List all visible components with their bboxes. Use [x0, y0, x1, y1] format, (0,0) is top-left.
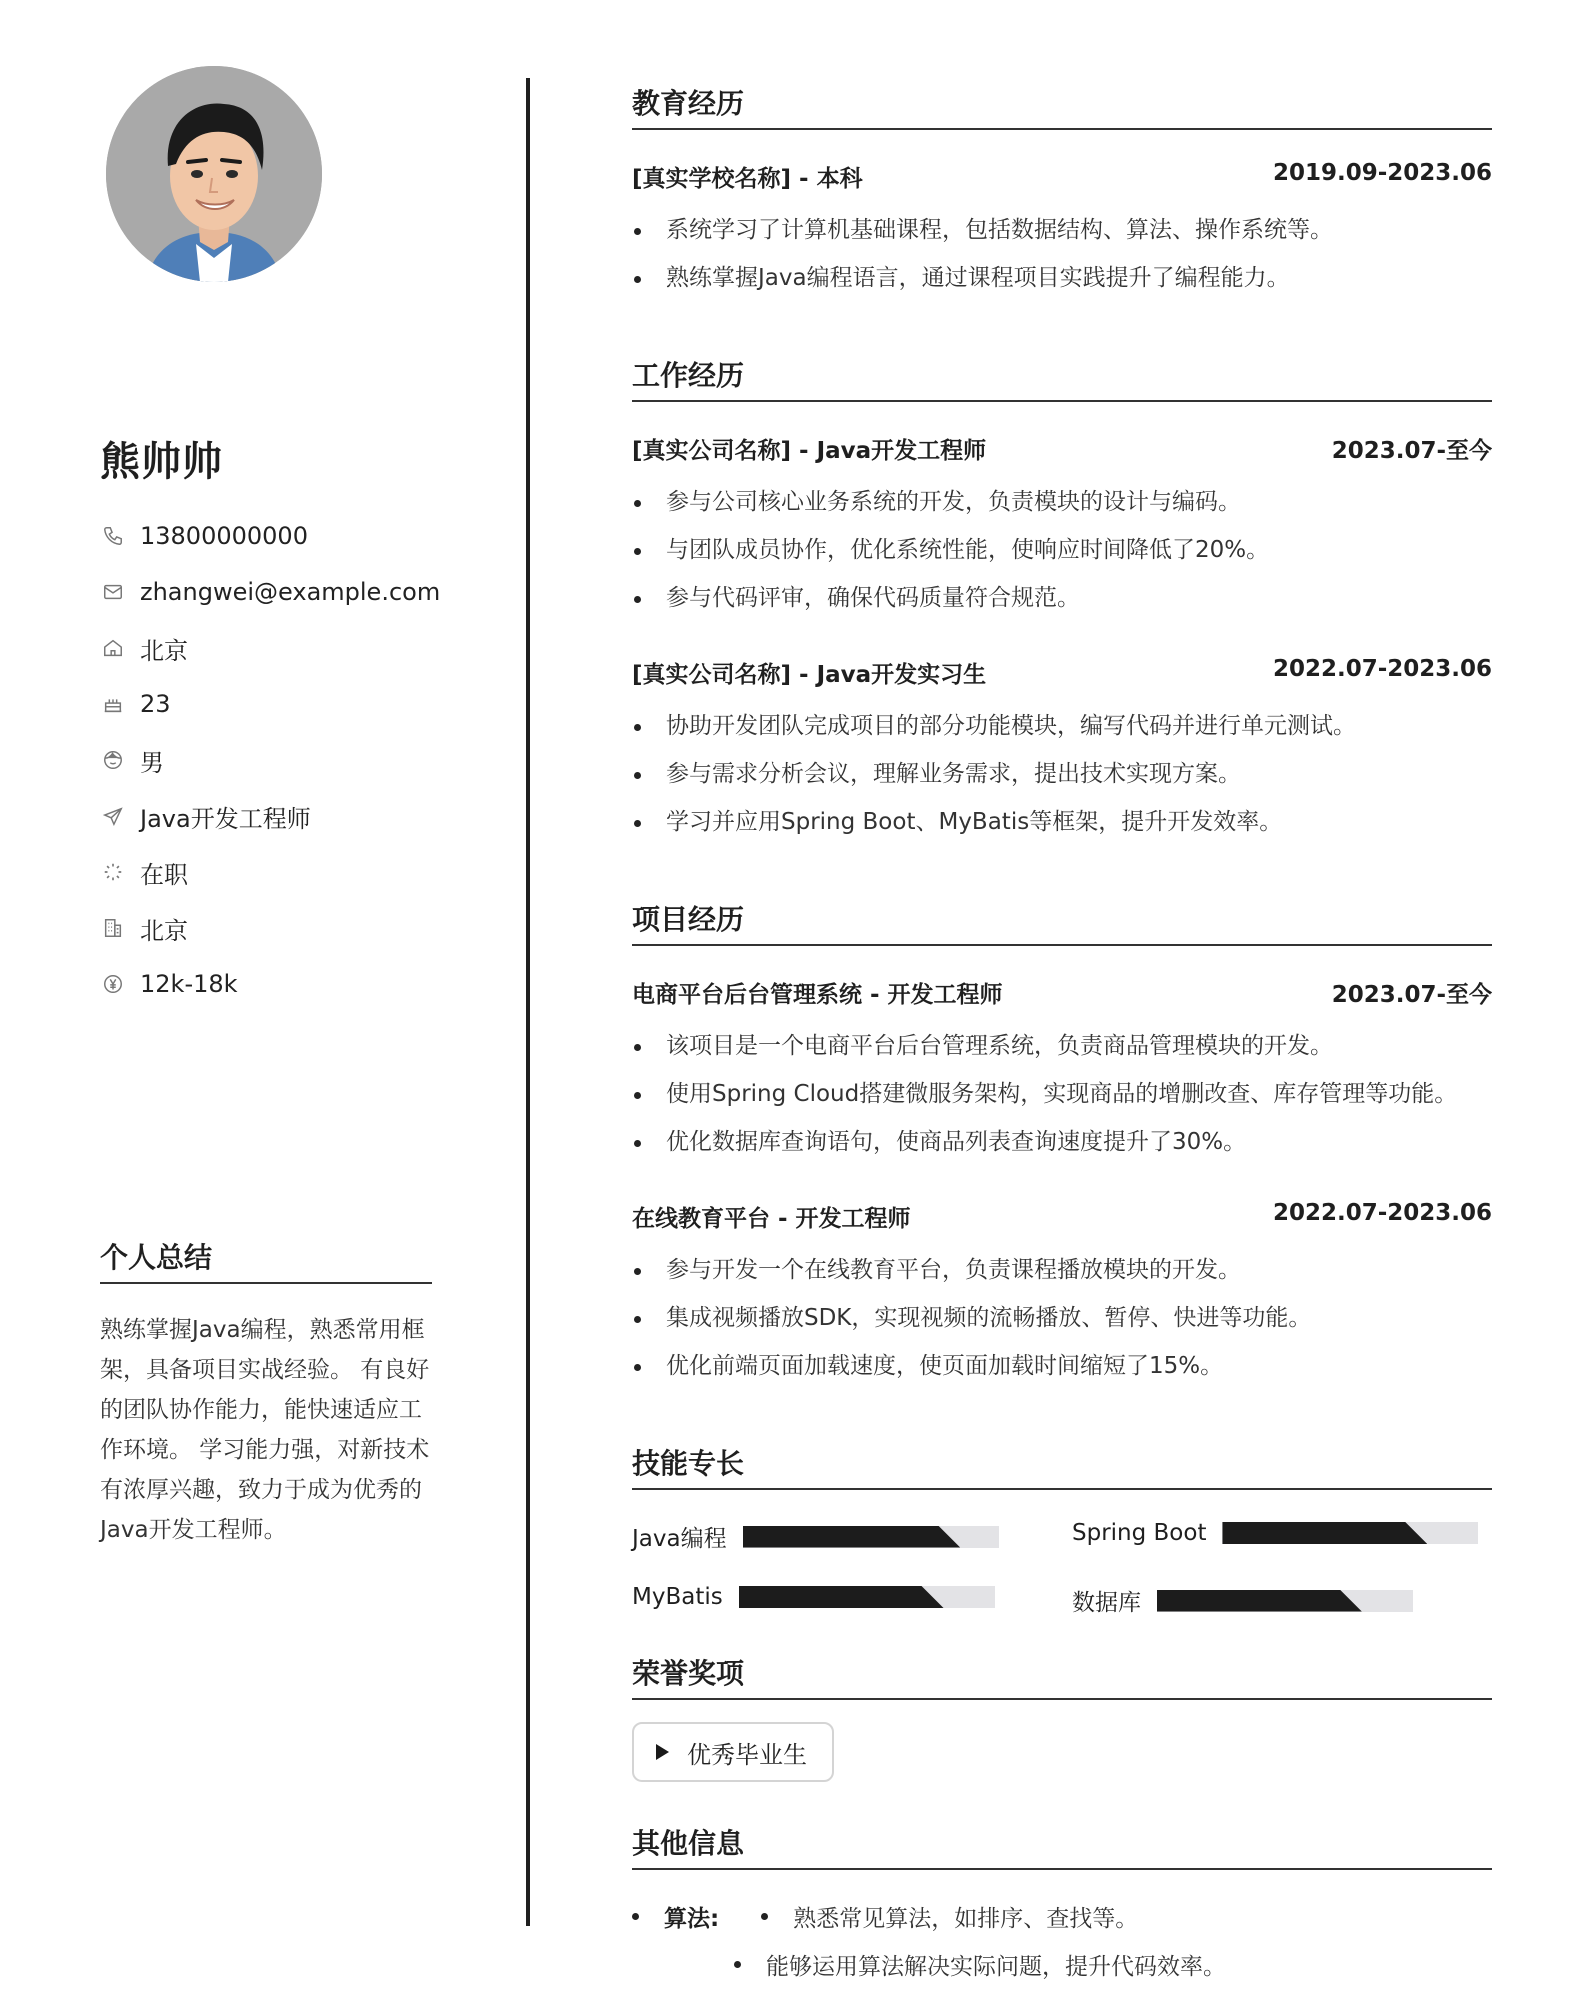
info-location — [100, 620, 440, 676]
info-salary — [100, 956, 440, 1012]
award-tag — [632, 1722, 834, 1782]
face-icon — [100, 747, 126, 773]
list-item: 该项目是一个电商平台后台管理系统，负责商品管理模块的开发。 — [632, 1022, 1492, 1070]
list-item: 参与代码评审，确保代码质量符合规范。 — [632, 574, 1492, 622]
education-bullets — [632, 206, 1492, 302]
info-phone — [100, 508, 440, 564]
info-job-target — [100, 788, 440, 844]
skill-level-fill — [1157, 1590, 1362, 1612]
left-column — [100, 0, 441, 1996]
education-entry-date: 2019.09-2023.06 — [1272, 160, 1492, 186]
skills-section-title: 技能专长 — [632, 1442, 1492, 1490]
skill-label: MyBatis — [632, 1584, 723, 1610]
status-value: 在职 — [140, 860, 188, 889]
skill-label: 数据库 — [1072, 1590, 1141, 1616]
summary-text: 熟练掌握Java编程，熟悉常用框架，具备项目实战经验。 有良好的团队协作能力，能快速适应工作环境。 学习能力强，对新技术有浓厚兴趣，致力于成为优秀的Java开发工程师。 — [100, 1317, 430, 1543]
candidate-name: 熊帅帅 — [100, 439, 223, 485]
info-email — [100, 564, 440, 620]
project-entry-date: 2023.07-至今 — [1331, 982, 1492, 1008]
skill-level-fill — [1222, 1522, 1427, 1544]
gender-value: 男 — [140, 748, 164, 777]
contact-info-list — [100, 508, 440, 1012]
play-triangle-icon — [656, 1744, 669, 1760]
project-entry-head — [632, 1200, 1492, 1233]
home-icon — [100, 635, 126, 661]
avatar — [106, 66, 322, 282]
bullet-dot — [632, 1913, 639, 1920]
skill-item — [1072, 1520, 1478, 1546]
skill-level-bar — [1157, 1590, 1413, 1612]
phone-icon — [100, 523, 126, 549]
work-entry-date: 2023.07-至今 — [1331, 438, 1492, 464]
mail-icon — [100, 579, 126, 605]
status-icon — [100, 859, 126, 885]
skill-label: Java编程 — [632, 1526, 727, 1552]
list-item: 使用Spring Cloud搭建微服务架构，实现商品的增删改查、库存管理等功能。 — [632, 1070, 1492, 1118]
info-work-city — [100, 900, 440, 956]
list-item: 参与公司核心业务系统的开发，负责模块的设计与编码。 — [632, 478, 1492, 526]
list-item: 与团队成员协作，优化系统性能，使响应时间降低了20%。 — [632, 526, 1492, 574]
info-age — [100, 676, 440, 732]
list-item: 参与开发一个在线教育平台，负责课程播放模块的开发。 — [632, 1246, 1492, 1294]
location-value: 北京 — [140, 636, 188, 665]
awards-section-title: 荣誉奖项 — [632, 1652, 1492, 1700]
work-entry-head — [632, 656, 1492, 689]
cake-icon — [100, 691, 126, 717]
project-entry-head — [632, 976, 1492, 1009]
age-value: 23 — [140, 690, 171, 718]
work-city-value: 北京 — [140, 916, 188, 945]
project-entry-heading: 电商平台后台管理系统 - 开发工程师 — [632, 982, 1003, 1008]
salary-value: 12k-18k — [140, 970, 238, 998]
avatar-portrait-image — [106, 66, 322, 282]
other-row — [632, 1900, 1138, 1933]
list-item: 优化前端页面加载速度，使页面加载时间缩短了15%。 — [632, 1342, 1492, 1390]
skill-level-bar — [1222, 1522, 1478, 1544]
list-item: 系统学习了计算机基础课程，包括数据结构、算法、操作系统等。 — [632, 206, 1492, 254]
other-item: 能够运用算法解决实际问题，提升代码效率。 — [766, 1954, 1226, 1980]
building-icon — [100, 915, 126, 941]
work-entry-head — [632, 432, 1492, 465]
paper-plane-icon — [100, 803, 126, 829]
list-item: 参与需求分析会议，理解业务需求，提出技术实现方案。 — [632, 750, 1492, 798]
column-divider — [526, 78, 530, 1926]
work-entry-heading: [真实公司名称] - Java开发工程师 — [632, 438, 987, 464]
bullet-dot — [734, 1961, 741, 1968]
list-item: 熟练掌握Java编程语言，通过课程项目实践提升了编程能力。 — [632, 254, 1492, 302]
skill-item — [632, 1520, 999, 1553]
skill-item — [632, 1584, 995, 1610]
skill-label: Spring Boot — [1072, 1520, 1207, 1546]
education-section-title: 教育经历 — [632, 82, 1492, 130]
work-entry-date: 2022.07-2023.06 — [1272, 656, 1492, 682]
project-entry-date: 2022.07-2023.06 — [1272, 1200, 1492, 1226]
other-section-title: 其他信息 — [632, 1822, 1492, 1870]
other-row — [734, 1948, 1226, 1981]
summary-title: 个人总结 — [100, 1236, 432, 1284]
info-gender — [100, 732, 440, 788]
work-bullets — [632, 702, 1492, 846]
projects-section-title: 项目经历 — [632, 898, 1492, 946]
other-label: 算法: — [664, 1906, 720, 1932]
skill-level-fill — [743, 1526, 961, 1548]
skill-level-fill — [739, 1586, 944, 1608]
skill-level-bar — [739, 1586, 995, 1608]
project-bullets — [632, 1022, 1492, 1166]
other-item: 熟悉常见算法，如排序、查找等。 — [793, 1906, 1139, 1932]
project-entry-heading: 在线教育平台 - 开发工程师 — [632, 1206, 911, 1232]
list-item: 优化数据库查询语句，使商品列表查询速度提升了30%。 — [632, 1118, 1492, 1166]
skill-item — [1072, 1584, 1413, 1617]
work-section-title: 工作经历 — [632, 354, 1492, 402]
list-item: 协助开发团队完成项目的部分功能模块，编写代码并进行单元测试。 — [632, 702, 1492, 750]
work-bullets — [632, 478, 1492, 622]
list-item: 学习并应用Spring Boot、MyBatis等框架，提升开发效率。 — [632, 798, 1492, 846]
bullet-dot — [761, 1913, 768, 1920]
award-label: 优秀毕业生 — [687, 1740, 807, 1769]
project-bullets — [632, 1246, 1492, 1390]
job-target-value: Java开发工程师 — [140, 804, 311, 833]
skill-level-bar — [743, 1526, 999, 1548]
education-entry-heading: [真实学校名称] - 本科 — [632, 166, 863, 192]
phone-value: 13800000000 — [140, 522, 308, 550]
list-item: 集成视频播放SDK，实现视频的流畅播放、暂停、快进等功能。 — [632, 1294, 1492, 1342]
yen-icon — [100, 971, 126, 997]
education-entry-head — [632, 160, 1492, 193]
email-value: zhangwei@example.com — [140, 578, 441, 606]
work-entry-heading: [真实公司名称] - Java开发实习生 — [632, 662, 987, 688]
info-status — [100, 844, 440, 900]
